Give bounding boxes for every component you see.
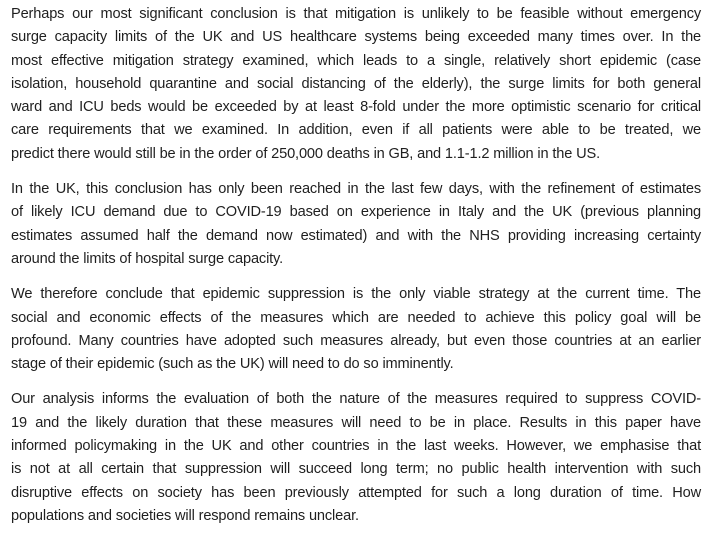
text-line: ward and ICU beds would be exceeded by at least 8-fold under the more optimistic scenario for critical [11,99,701,116]
text-line: surge capacity limits of the UK and US healthcare systems being exceeded many times over. In the [11,29,701,46]
text-line: profound. Many countries have adopted such measures already, but even those countries at an earlier [11,332,701,349]
text-line: Our analysis informs the evaluation of both the nature of the measures required to suppress COVID- [11,391,701,408]
text-line: social and economic effects of the measures which are needed to achieve this policy goal will be [11,309,701,326]
text-line: isolation, household quarantine and social distancing of the elderly), the surge limits for both general [11,75,701,92]
text-line: stage of their epidemic (such as the UK) will need to do so imminently. [11,356,454,373]
text-line: care requirements that we examined. In addition, even if all patients were able to be treated, we [11,122,701,139]
text-line: around the limits of hospital surge capacity. [11,250,284,267]
text-line: predict there would still be in the order of 250,000 deaths in GB, and 1.1-1.2 million in the US. [11,145,601,162]
text-line: Perhaps our most significant conclusion is that mitigation is unlikely to be feasible without emergency [11,6,701,22]
text-line: 19 and the likely duration that these measures will need to be in place. Results in this paper have [11,414,701,431]
paragraph-suppression-strategy [11,283,701,376]
text-line: is not at all certain that suppression will succeed long term; no public health intervention with such [11,461,701,478]
text-line: populations and societies will respond remains unclear. [11,507,359,524]
text-line: of likely ICU demand due to COVID-19 based on experience in Italy and the UK (previous planning [11,204,701,221]
text-line: disruptive effects on society has been previously attempted for such a long duration of time. How [11,484,701,501]
text-line: In the UK, this conclusion has only been reached in the last few days, with the refinement of estimates [11,181,701,198]
text-line: most effective mitigation strategy examined, which leads to a single, relatively short epidemic (case [11,52,701,69]
paragraph-analysis-informs [11,388,701,528]
text-line: informed policymaking in the UK and other countries in the last weeks. However, we emphasise that [11,438,701,455]
text-line: We therefore conclude that epidemic suppression is the only viable strategy at the current time. The [11,286,701,303]
paragraph-mitigation-conclusion [11,3,701,166]
paragraph-uk-conclusion [11,178,701,271]
text-line: estimates assumed half the demand now estimated) and with the NHS providing increasing certainty [11,227,701,244]
